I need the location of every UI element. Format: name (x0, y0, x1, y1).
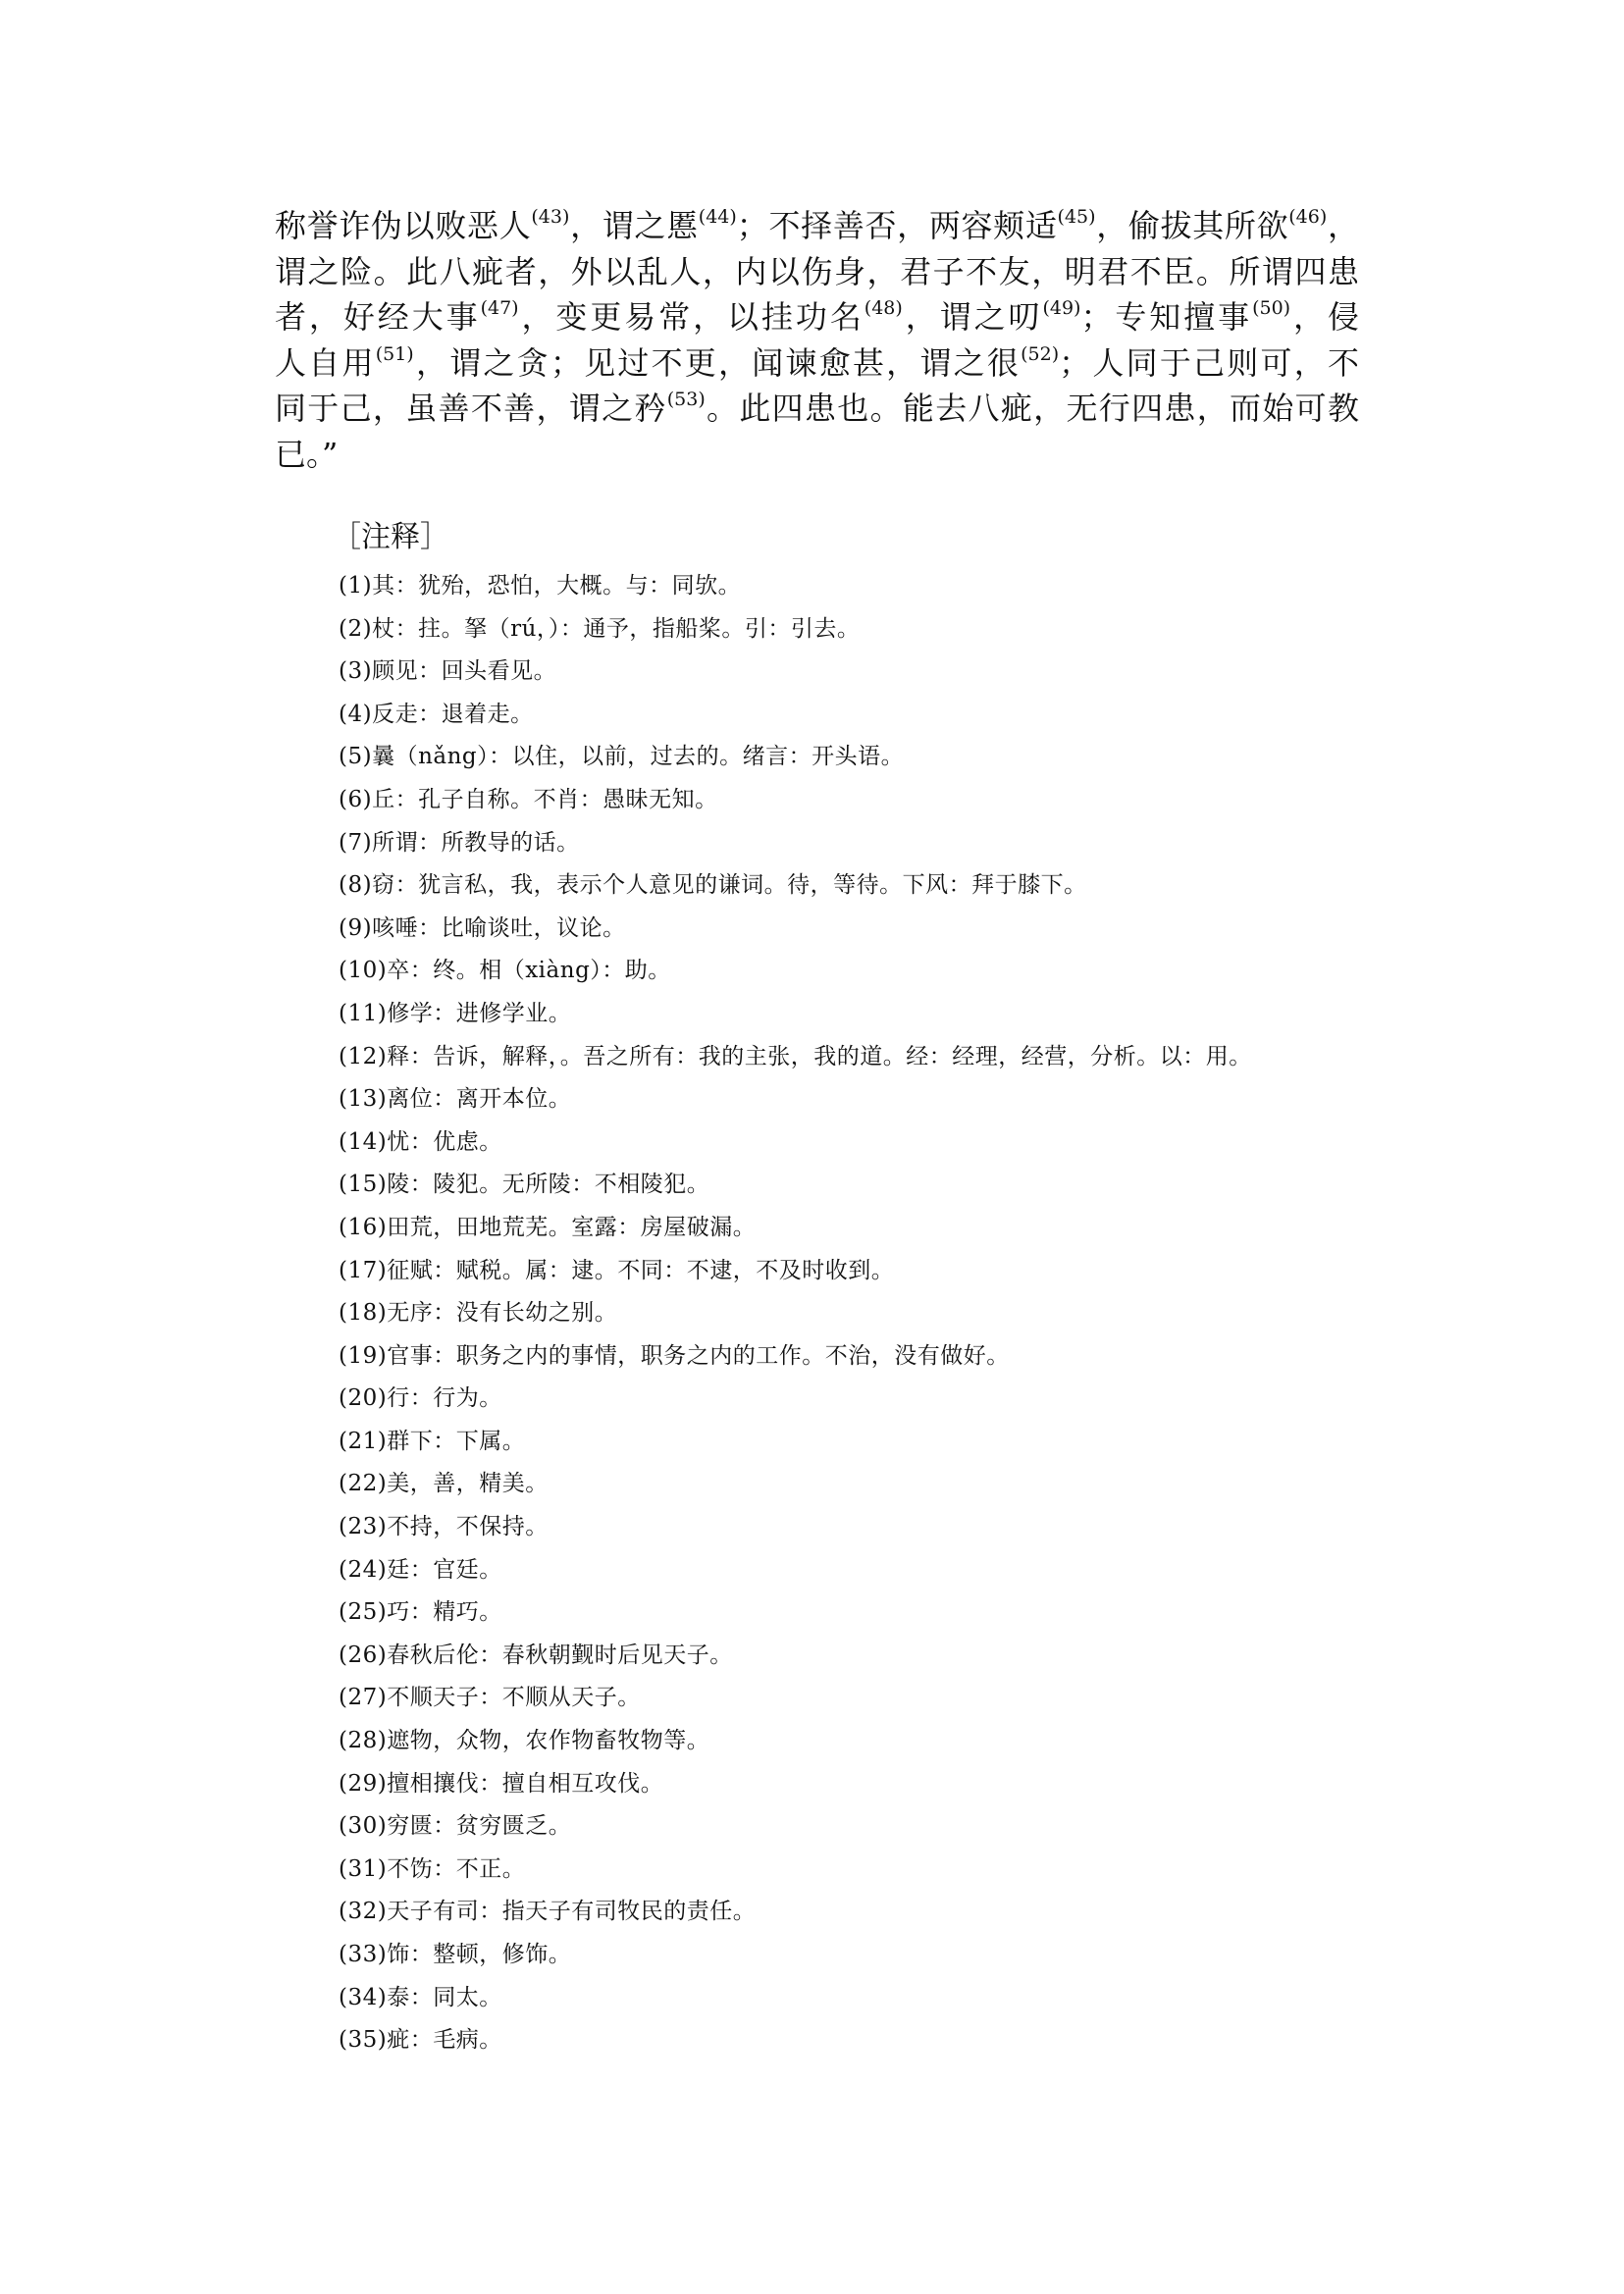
note-item: (11)修学：进修学业。 (339, 1000, 572, 1026)
note-item: (13)离位：离开本位。 (339, 1086, 572, 1113)
passage-line (275, 386, 1359, 432)
passage-text: 同于己，虽善不善，谓之矜 (275, 390, 667, 427)
note-item: (16)田荒，田地荒芜。室露：房屋破漏。 (339, 1214, 757, 1240)
note-item: (6)丘：孔子自称。不肖：愚昧无知。 (339, 786, 718, 812)
passage-line (275, 294, 1359, 340)
notes-list (339, 565, 1467, 2062)
passage-text: ，谓之叨 (902, 298, 1043, 336)
note-item: (15)陵：陵犯。无所陵：不相陵犯。 (339, 1172, 710, 1198)
note-item: (35)疵：毛病。 (339, 2027, 502, 2054)
passage-text: 谓之险。此八疵者，外以乱人，内以伤身，君子不友，明君不臣。所谓四患 (275, 252, 1359, 290)
passage-line (275, 249, 1359, 295)
note-item: (14)忧：优虑。 (339, 1128, 502, 1155)
passage (275, 203, 1359, 477)
note-item: (9)咳唾：比喻谈吐，议论。 (339, 914, 626, 941)
note-item: (32)天子有司：指天子有司牧民的责任。 (339, 1899, 757, 1925)
note-item: (8)窃：犹言私，我，表示个人意见的谦词。待，等待。下风：拜于膝下。 (339, 872, 1087, 899)
note-item: (7)所谓：所教导的话。 (339, 829, 580, 856)
passage-text: ，侵 (1290, 298, 1359, 336)
note-item: (31)不饬：不正。 (339, 1855, 526, 1882)
passage-text: 。此四患也。能去八疵，无行四患，而始可教 (705, 390, 1359, 427)
note-item: (28)遮物，众物，农作物畜牧物等。 (339, 1728, 710, 1754)
note-item: (30)穷匮：贫穷匮乏。 (339, 1813, 572, 1840)
note-item: (34)泰：同太。 (339, 1984, 502, 2010)
note-item: (12)释：告诉，解释，。吾之所有：我的主张，我的道。经：经理，经营，分析。以：用。 (339, 1043, 1252, 1069)
note-item: (29)擅相攘伐：擅自相互攻伐。 (339, 1770, 664, 1797)
note-reference: (51) (375, 342, 414, 365)
notes-heading: ［注释］ (332, 520, 449, 554)
note-item: (19)官事：职务之内的事情，职务之内的工作。不治，没有做好。 (339, 1342, 1010, 1369)
note-item: (23)不持，不保持。 (339, 1514, 549, 1540)
passage-line (275, 340, 1359, 387)
note-item: (25)巧：精巧。 (339, 1599, 502, 1626)
passage-text: ，变更易常，以挂功名 (518, 298, 864, 336)
passage-text: ，谓之慝 (569, 207, 699, 244)
note-item: (18)无序：没有长幼之别。 (339, 1300, 618, 1327)
note-reference: (44) (698, 206, 737, 228)
note-item: (33)饰：整顿，修饰。 (339, 1942, 572, 1967)
note-item: (26)春秋后伦：春秋朝觐时后见天子。 (339, 1642, 733, 1668)
note-reference: (48) (864, 297, 903, 319)
note-item: (27)不顺天子：不顺从天子。 (339, 1685, 641, 1711)
note-item: (4)反走：退着走。 (339, 701, 534, 727)
note-reference: (52) (1021, 342, 1060, 365)
passage-text: ，偷拔其所欲 (1095, 207, 1289, 244)
passage-text: ， (1327, 207, 1359, 244)
note-reference: (46) (1288, 206, 1328, 228)
note-reference: (49) (1042, 297, 1081, 319)
note-item: (22)美，善，精美。 (339, 1471, 549, 1497)
note-reference: (53) (666, 389, 706, 410)
note-item: (24)廷：官廷。 (339, 1556, 502, 1583)
note-item: (1)其：犹殆，恐怕，大概。与：同欤。 (339, 573, 742, 599)
note-item: (2)杖：拄。拏（rú，）：通予，指船桨。引：引去。 (339, 615, 861, 642)
note-item: (10)卒：终。相（xiàng）：助。 (339, 958, 671, 984)
note-reference: (50) (1252, 297, 1291, 319)
passage-text: 人自用 (275, 343, 376, 382)
passage-text: ；不择善否，两容颊适 (736, 207, 1058, 244)
note-reference: (43) (531, 206, 570, 228)
passage-text: 称誉诈伪以败恶人 (275, 207, 532, 244)
passage-text: ，谓之贪；见过不更，闻谏愈甚，谓之很 (413, 343, 1022, 382)
passage-text: ；专知擅事 (1080, 298, 1253, 336)
note-reference: (47) (480, 297, 519, 319)
passage-line (275, 203, 1359, 249)
note-item: (20)行：行为。 (339, 1385, 502, 1412)
note-item: (5)曩（nǎng）：以住，以前，过去的。绪言：开头语。 (339, 744, 905, 770)
note-item: (21)群下：下属。 (339, 1428, 526, 1454)
passage-line (275, 432, 1359, 478)
passage-text: 已。” (275, 435, 339, 473)
note-item: (17)征赋：赋税。属：逮。不同：不逮，不及时收到。 (339, 1257, 895, 1283)
note-reference: (45) (1057, 206, 1096, 228)
passage-text: ；人同于己则可，不 (1059, 343, 1359, 382)
note-item: (3)顾见：回头看见。 (339, 658, 557, 685)
passage-text: 者，好经大事 (275, 298, 481, 336)
